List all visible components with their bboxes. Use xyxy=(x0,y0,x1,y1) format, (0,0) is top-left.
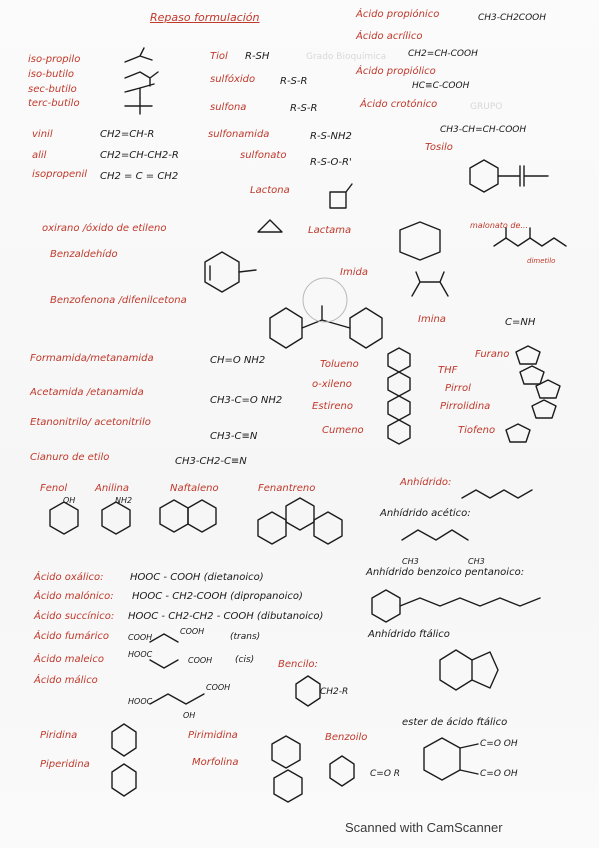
nitrile-name: Cianuro de etilo xyxy=(30,452,110,463)
dimetilo-label: dimetilo xyxy=(527,257,556,265)
heterocycle-name: Piperidina xyxy=(40,759,90,770)
lactona-label: Lactona xyxy=(250,185,290,196)
aromatic-name: Naftaleno xyxy=(170,483,219,494)
tertbutyl-structure xyxy=(125,98,152,114)
acid-formula: HC≡C-COOH xyxy=(412,81,470,91)
heterocycle-name: Furano xyxy=(475,349,510,360)
imina-group: C=NH xyxy=(505,317,536,328)
aromatic-name: Estireno xyxy=(312,401,353,412)
nitrile-name: Etanonitrilo/ acetonitrilo xyxy=(30,417,151,428)
oxirane-structure xyxy=(258,220,282,232)
heterocycle-name: Pirimidina xyxy=(188,730,238,741)
sulfur-formula: R-S-R xyxy=(280,76,308,87)
heterocycle-rings xyxy=(506,346,560,442)
ester-ftalico-label: ester de ácido ftálico xyxy=(402,717,508,728)
fumarico-cooh: COOH xyxy=(180,627,205,636)
acid-formula: CH3-CH2COOH xyxy=(478,13,547,23)
aromatic-name: o-xileno xyxy=(312,379,352,390)
sulfur-name: sulfonamida xyxy=(208,129,270,140)
malico-oh: OH xyxy=(183,711,196,720)
acid-name: Ácido crotónico xyxy=(360,99,438,110)
diacid-formula: (cis) xyxy=(235,655,255,665)
heterocycle-name: Pirrol xyxy=(445,383,471,394)
benzyl-structure xyxy=(296,676,320,706)
page-title: Repaso formulación xyxy=(150,11,260,24)
benzoilo-label: Benzoilo xyxy=(325,732,368,743)
cooh-group: C=O OH xyxy=(480,769,518,779)
benzophenone-structure xyxy=(270,278,382,348)
malico-cooh: COOH xyxy=(206,683,231,692)
bottom-heterocycles xyxy=(112,724,302,802)
acid-formula: CH2=CH-COOH xyxy=(408,49,478,59)
ch3-label: CH3 xyxy=(402,557,419,566)
alkyl-name: sec-butilo xyxy=(28,84,77,95)
malonate-structure xyxy=(494,228,566,246)
aromatic-name: Fenantreno xyxy=(258,483,316,494)
heterocycle-name: THF xyxy=(438,365,458,376)
bencilo-formula: CH2-R xyxy=(320,687,349,697)
maleico-hooc: HOOC xyxy=(128,650,153,659)
phthalic-anhydride-structure xyxy=(440,650,498,690)
alkyl-name: iso-butilo xyxy=(28,69,74,80)
lactam-structure xyxy=(400,222,440,260)
alkyl-name: iso-propilo xyxy=(28,54,81,65)
acid-name: Ácido propiónico xyxy=(356,9,440,20)
aromatic-name: Tolueno xyxy=(320,359,359,370)
diacid-name: Ácido málico xyxy=(34,675,98,686)
malico-hooc: HOOC xyxy=(128,697,153,706)
amide-formula: CH3-C=O NH2 xyxy=(210,395,283,406)
anhidrido-ftalico-label: Anhídrido ftálico xyxy=(368,629,450,640)
tosyl-structure xyxy=(470,160,548,192)
acid-name: Ácido propiólico xyxy=(356,66,436,77)
isopropyl-structure xyxy=(125,48,152,62)
malonato-label: malonato de... xyxy=(470,221,528,230)
sulfur-name: sulfonato xyxy=(240,150,287,161)
diacid-formula: HOOC - CH2-COOH (dipropanoico) xyxy=(132,591,303,602)
diacid-name: Ácido fumárico xyxy=(34,631,109,642)
diacid-structures xyxy=(150,634,204,704)
diacid-formula: (trans) xyxy=(230,632,261,642)
alkenyl-name: vinil xyxy=(32,129,53,140)
diacid-name: Ácido oxálico: xyxy=(34,572,104,583)
sulfur-formula: R-S-NH2 xyxy=(310,131,352,142)
amide-name: Acetamida /etanamida xyxy=(30,387,144,398)
sulfur-formula: R-S-O-R' xyxy=(310,157,352,168)
heterocycle-name: Tiofeno xyxy=(458,425,496,436)
diacid-formula: HOOC - COOH (dietanoico) xyxy=(130,572,264,583)
anhydride-structure xyxy=(402,490,532,540)
scanner-watermark: Scanned with CamScanner xyxy=(345,820,503,835)
aromatic-name: Fenol xyxy=(40,483,68,494)
sulfur-name: sulfona xyxy=(210,102,247,113)
aromatic-rings-column xyxy=(388,348,410,444)
lactone-structure xyxy=(330,184,352,208)
cooh-group: C=O OH xyxy=(480,739,518,749)
sulfur-name: sulfóxido xyxy=(210,74,256,85)
imina-label: Imina xyxy=(418,314,446,325)
amide-formula: CH=O NH2 xyxy=(210,355,266,366)
acid-name: Ácido acrílico xyxy=(356,31,423,42)
heterocycle-name: Piridina xyxy=(40,730,78,741)
alkenyl-formula: CH2=CH-CH2-R xyxy=(100,150,179,161)
acid-formula: CH3-CH=CH-COOH xyxy=(440,125,527,135)
alkenyl-formula: CH2=CH-R xyxy=(100,129,155,140)
heterocycle-name: Pirrolidina xyxy=(440,401,491,412)
alkenyl-name: alil xyxy=(32,150,47,161)
sulfur-formula: R-S-R xyxy=(290,103,318,114)
diacid-name: Ácido succínico: xyxy=(34,611,115,622)
show-through-text: Grado Bioquímica xyxy=(306,52,387,62)
alkyl-name: terc-butilo xyxy=(28,98,80,109)
imide-structure xyxy=(412,272,448,296)
nitrile-formula: CH3-C≡N xyxy=(210,431,258,442)
bencilo-label: Bencilo: xyxy=(278,659,318,670)
fenol-row-structures xyxy=(50,498,342,544)
alkenyl-name: isopropenil xyxy=(32,169,88,180)
benzoyl-structure xyxy=(330,756,354,786)
lactama-label: Lactama xyxy=(308,225,352,236)
oxirano-label: oxirano /óxido de etileno xyxy=(42,223,167,234)
show-through-text: GRUPO xyxy=(470,102,503,112)
maleico-cooh: COOH xyxy=(188,656,213,665)
diacid-name: Ácido maleico xyxy=(34,654,104,665)
diacid-name: Ácido malónico: xyxy=(34,591,114,602)
benzoic-anhydride-structure xyxy=(372,590,540,622)
anhidrido-acetico-label: Anhídrido acético: xyxy=(380,508,471,519)
amide-name: Formamida/metanamida xyxy=(30,353,154,364)
benzoilo-group: C=O R xyxy=(370,769,401,779)
diacid-formula: HOOC - CH2-CH2 - COOH (dibutanoico) xyxy=(128,611,324,622)
sulfur-formula: R-SH xyxy=(245,51,270,62)
anhidrido-benzoico-label: Anhídrido benzoico pentanoico: xyxy=(366,567,525,578)
alkenyl-formula: CH2 = C = CH2 xyxy=(100,171,179,182)
benzaldehido-label: Benzaldehído xyxy=(50,249,118,260)
anhidrido-label: Anhídrido: xyxy=(400,477,452,488)
phthalate-ester-structure xyxy=(424,738,478,780)
heterocycle-name: Morfolina xyxy=(192,757,239,768)
imida-label: Imida xyxy=(340,267,368,278)
fenol-oh: OH xyxy=(63,496,76,505)
tosilo-label: Tosilo xyxy=(425,142,453,153)
fumarico-cooh: COOH xyxy=(128,633,153,642)
nitrile-formula: CH3-CH2-C≡N xyxy=(175,456,247,467)
aromatic-name: Cumeno xyxy=(322,425,364,436)
ch3-label: CH3 xyxy=(468,557,485,566)
benzaldehyde-structure xyxy=(205,252,256,292)
sulfur-name: Tiol xyxy=(210,51,228,62)
benzofenona-label: Benzofenona /difenilcetona xyxy=(50,295,187,306)
anilina-nh2: NH2 xyxy=(115,496,133,505)
aromatic-name: Anilina xyxy=(95,483,129,494)
